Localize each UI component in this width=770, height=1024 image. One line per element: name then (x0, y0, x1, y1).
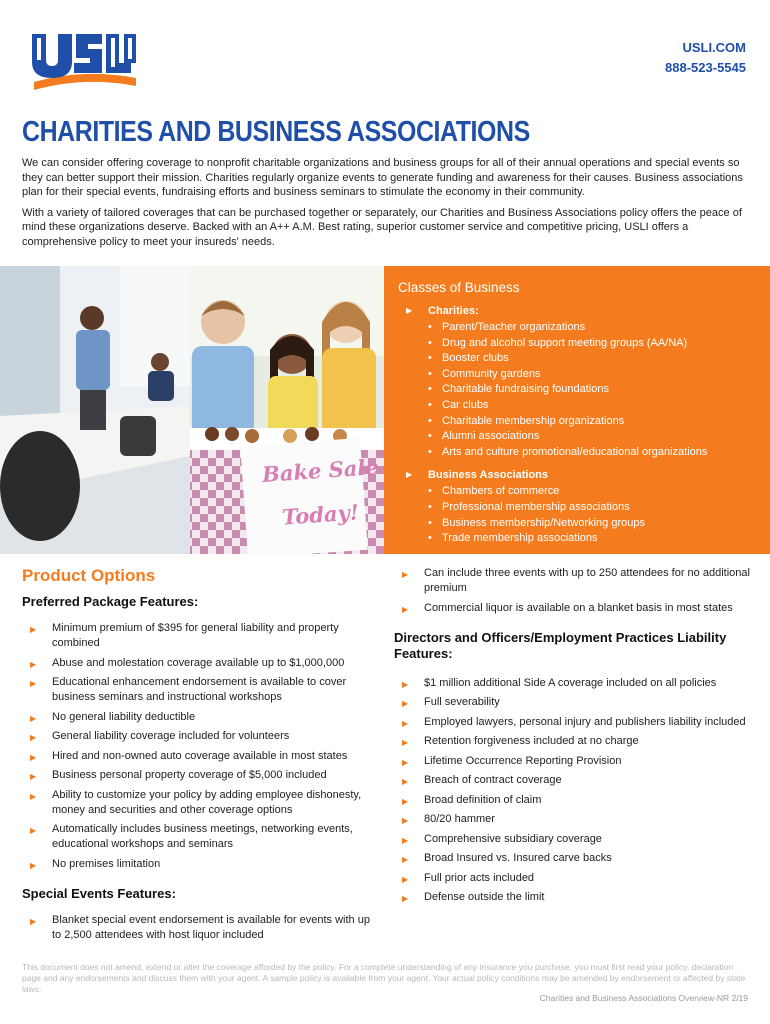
list-item: ▶ Retention forgiveness included at no charge (394, 734, 754, 749)
phone-number[interactable]: 888-523-5545 (665, 60, 746, 75)
list-item: ▶ Business personal property coverage of $5,000 included (22, 768, 382, 783)
bullet-dot-icon: • (428, 383, 432, 396)
bullet-dot-icon: • (428, 485, 432, 498)
list-item: • Alumni associations (428, 429, 770, 445)
classes-of-business-panel (384, 266, 770, 554)
bake-sale-sign-line-1: Bake Sale (261, 453, 380, 488)
triangle-bullet-icon: ▶ (30, 860, 37, 870)
bullet-dot-icon: • (428, 352, 432, 365)
intro-text (22, 156, 752, 255)
preferred-features-list (22, 621, 382, 872)
do-epl-heading: Directors and Officers/Employment Practices Liability Features: (394, 629, 727, 661)
list-item: ▶ Full severability (394, 695, 754, 710)
bullet-dot-icon: • (428, 445, 432, 458)
classes-heading: Classes of Business (398, 280, 520, 295)
bullet-dot-icon: • (428, 336, 432, 349)
list-item: • Car clubs (428, 398, 770, 414)
triangle-bullet-icon: ▶ (406, 306, 413, 315)
triangle-bullet-icon: ▶ (30, 752, 37, 762)
list-item: • Charitable membership organizations (428, 414, 770, 430)
triangle-bullet-icon: ▶ (402, 718, 409, 728)
list-item: ▶ Defense outside the limit (394, 890, 754, 905)
list-item: • Parent/Teacher organizations (428, 320, 770, 336)
list-item: ▶ General liability coverage included for volunteers (22, 729, 382, 744)
triangle-bullet-icon: ▶ (30, 791, 37, 801)
special-events-heading: Special Events Features: (22, 885, 176, 901)
triangle-bullet-icon: ▶ (30, 733, 37, 742)
triangle-bullet-icon: ▶ (402, 699, 409, 708)
list-item: ▶ Can include three events with up to 250 attendees for no additional premium (402, 567, 750, 594)
product-options-right (394, 566, 754, 910)
list-item: ▶ Comprehensive subsidiary coverage (394, 832, 754, 847)
triangle-bullet-icon: ▶ (402, 855, 409, 864)
list-item: ▶ Lifetime Occurrence Reporting Provision (394, 754, 754, 769)
triangle-bullet-icon: ▶ (402, 679, 409, 689)
list-item: ▶ Blanket special event endorsement is available for events with up to 2,500 attendees with host liquor included (30, 913, 370, 941)
list-item: • Drug and alcohol support meeting groups (AA/NA) (428, 336, 770, 352)
contact-info (665, 38, 746, 78)
triangle-bullet-icon: ▶ (402, 777, 409, 786)
intro-paragraph-2: With a variety of tailored coverages that can be purchased together or separately, our Charities and Business Associations policy offers the peace of mind these organizations deserve. Backed with an A++ A.M. Best rating, superior customer service and competitive pricing, USLI offers a comprehensive policy to meet your insureds' needs. (22, 206, 742, 248)
list-item: ▶ $1 million additional Side A coverage included on all policies (394, 676, 754, 691)
triangle-bullet-icon: ▶ (402, 757, 409, 767)
list-item: • Community gardens (428, 367, 770, 383)
bullet-dot-icon: • (428, 398, 432, 411)
disclaimer-text: This document does not amend, extend or alter the coverage afforded by the policy. For a complete understanding of any insurance you purchase, you must first read your policy, declaration page and any endorsements and discuss them with your agent. A sample policy is available from your agent. Your actual policy conditions may be amended by endorsement or affected by state laws. (22, 962, 746, 994)
class-group-charities (398, 304, 770, 460)
list-item: • Business membership/Networking groups (428, 516, 770, 532)
list-item: ▶ 80/20 hammer (394, 812, 754, 827)
triangle-bullet-icon: ▶ (402, 835, 409, 845)
triangle-bullet-icon: ▶ (402, 570, 409, 579)
website-link[interactable]: USLI.COM (682, 40, 746, 55)
bullet-dot-icon: • (428, 430, 432, 443)
document-id: Charities and Business Associations Overview-NR 2/19 (539, 993, 748, 1003)
bullet-dot-icon: • (428, 516, 432, 529)
list-item: ▶ Hired and non-owned auto coverage available in most states (22, 749, 382, 764)
triangle-bullet-icon: ▶ (30, 772, 37, 781)
list-item: • Trade membership associations (428, 531, 770, 547)
list-item: ▶ Employed lawyers, personal injury and publishers liability included (394, 715, 754, 730)
bullet-dot-icon: • (428, 367, 432, 380)
class-group-name: Charities: (428, 305, 479, 317)
list-item: ▶ Automatically includes business meetings, networking events, educational workshops and seminars (30, 823, 353, 850)
list-item: ▶ Broad Insured vs. Insured carve backs (394, 851, 754, 866)
class-group-name: Business Associations (428, 469, 549, 482)
do-epl-features-list (394, 676, 754, 906)
triangle-bullet-icon: ▶ (402, 894, 409, 903)
triangle-bullet-icon: ▶ (30, 625, 37, 634)
bake-sale-sign-line-2: Today! (281, 499, 360, 530)
list-item: ▶ No general liability deductible (22, 710, 382, 725)
list-item: • Charitable fundraising foundations (428, 382, 770, 398)
triangle-bullet-icon: ▶ (402, 796, 409, 806)
list-item: ▶ Minimum premium of $395 for general liability and property combined (30, 622, 339, 649)
triangle-bullet-icon: ▶ (402, 604, 409, 614)
list-item: ▶ Full prior acts included (394, 871, 754, 886)
list-item: ▶ Educational enhancement endorsement is available to cover business seminars and instructional workshops (30, 676, 347, 703)
bullet-dot-icon: • (428, 321, 432, 333)
product-options-left (22, 566, 382, 947)
bullet-dot-icon: • (428, 500, 432, 513)
list-item: ▶ No premises limitation (22, 857, 382, 872)
triangle-bullet-icon: ▶ (30, 916, 37, 926)
triangle-bullet-icon: ▶ (30, 679, 37, 688)
triangle-bullet-icon: ▶ (402, 874, 409, 884)
triangle-bullet-icon: ▶ (406, 470, 413, 480)
triangle-bullet-icon: ▶ (402, 816, 409, 825)
triangle-bullet-icon: ▶ (30, 713, 37, 723)
list-item: ▶ Ability to customize your policy by adding employee dishonesty, money and securities and other coverage options (30, 788, 362, 816)
list-item: ▶ Abuse and molestation coverage available up to $1,000,000 (22, 656, 382, 671)
list-item: ▶ Broad definition of claim (394, 793, 754, 808)
triangle-bullet-icon: ▶ (402, 738, 409, 747)
triangle-bullet-icon: ▶ (30, 659, 37, 669)
page-title: CHARITIES AND BUSINESS ASSOCIATIONS (22, 116, 530, 148)
preferred-package-heading: Preferred Package Features: (22, 594, 199, 609)
triangle-bullet-icon: ▶ (30, 826, 37, 835)
list-item: • Arts and culture promotional/educational organizations (428, 445, 770, 461)
bake-sale-photo (0, 266, 384, 554)
list-item: • Booster clubs (428, 351, 770, 367)
product-options-heading: Product Options (22, 566, 156, 585)
list-item: • Chambers of commerce (428, 484, 770, 500)
intro-paragraph-1: We can consider offering coverage to nonprofit charitable organizations and business groups for all of their annual operations and special events so they can better support their mission. Charities regularly organize events to generate funding and awareness for their causes. Business associations plan for their special events, fundraising efforts and business seminars to stimulate the economy in their community. (22, 157, 743, 198)
class-group-business-associations (398, 468, 770, 546)
bullet-dot-icon: • (428, 532, 432, 545)
list-item: ▶ Commercial liquor is available on a blanket basis in most states (394, 601, 754, 616)
special-events-list (22, 913, 382, 943)
special-events-list-continued (394, 566, 754, 616)
list-item: ▶ Breach of contract coverage (394, 773, 754, 788)
bullet-dot-icon: • (428, 414, 432, 427)
usli-logo (28, 28, 140, 90)
list-item: • Professional membership associations (428, 500, 770, 516)
